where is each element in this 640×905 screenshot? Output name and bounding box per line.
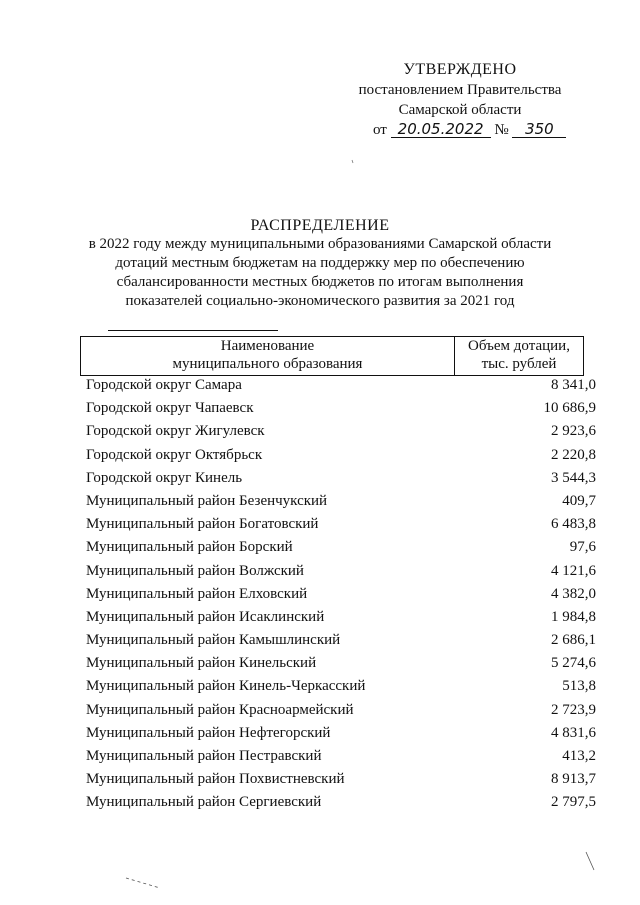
table-row <box>86 420 596 443</box>
row-value: 97,6 <box>569 539 596 556</box>
row-name: Городской округ Чапаевск <box>86 400 254 417</box>
row-value: 3 544,3 <box>551 469 596 486</box>
row-value: 8 913,7 <box>551 771 596 788</box>
row-name: Городской округ Жигулевск <box>86 423 265 440</box>
table-row <box>86 397 596 420</box>
row-name: Муниципальный район Кинель-Черкасский <box>86 678 366 695</box>
approval-heading: УТВЕРЖДЕНО <box>403 61 517 78</box>
row-name: Муниципальный район Безенчукский <box>86 492 328 509</box>
number-sign: № <box>494 122 509 138</box>
row-value: 409,7 <box>562 492 596 509</box>
header-name-cell <box>81 337 455 375</box>
row-name: Муниципальный район Нефтегорский <box>86 724 331 741</box>
table-row <box>86 675 596 698</box>
header-name-line-1: Наименование <box>220 338 315 354</box>
row-value: 2 220,8 <box>551 446 596 463</box>
row-value: 2 723,9 <box>551 701 596 718</box>
row-name: Муниципальный район Елховский <box>86 585 308 602</box>
table-row <box>86 560 596 583</box>
approval-line-2: Самарской области <box>398 102 522 118</box>
row-value: 2 797,5 <box>551 794 596 811</box>
title-line-1: в 2022 году между муниципальными образованиями Самарской области <box>88 236 552 252</box>
approval-line-1: постановлением Правительства <box>358 82 562 98</box>
row-name: Муниципальный район Исаклинский <box>86 608 325 625</box>
row-value: 513,8 <box>562 678 596 695</box>
row-name: Муниципальный район Волжский <box>86 562 304 579</box>
table-row <box>86 699 596 722</box>
date-prefix: от <box>373 122 387 138</box>
row-value: 10 686,9 <box>543 400 596 417</box>
table-row <box>86 536 596 559</box>
table-row <box>86 745 596 768</box>
header-value-line-2: тыс. рублей <box>481 356 557 372</box>
table-row <box>86 606 596 629</box>
table-header <box>80 336 584 376</box>
table-row <box>86 722 596 745</box>
document-title <box>60 216 580 311</box>
table-row <box>86 374 596 397</box>
table-row <box>86 629 596 652</box>
approval-date-line <box>340 120 580 140</box>
title-line-4: показателей социально-экономического развития за 2021 год <box>125 293 515 309</box>
row-name: Муниципальный район Камышлинский <box>86 632 341 649</box>
row-value: 8 341,0 <box>551 377 596 393</box>
row-name: Муниципальный район Кинельский <box>86 655 317 672</box>
header-value-line-1: Объем дотации, <box>468 338 570 354</box>
row-value: 1 984,8 <box>551 608 596 625</box>
approval-stamp <box>340 60 580 140</box>
row-value: 4 121,6 <box>551 562 596 579</box>
scan-mark <box>352 160 353 163</box>
row-name: Муниципальный район Богатовский <box>86 516 319 533</box>
table-row <box>86 513 596 536</box>
title-heading: РАСПРЕДЕЛЕНИЕ <box>250 217 390 234</box>
row-value: 413,2 <box>562 748 596 764</box>
row-value: 2 686,1 <box>551 632 596 649</box>
scan-mark <box>126 878 160 888</box>
approval-date: 20.05.2022 <box>391 121 491 138</box>
table-row <box>86 444 596 467</box>
table-row <box>86 791 596 814</box>
row-name: Муниципальный район Борский <box>86 539 293 556</box>
row-value: 6 483,8 <box>551 516 596 533</box>
table-body <box>86 374 596 815</box>
row-name: Городской округ Кинель <box>86 469 243 486</box>
row-name: Городской округ Самара <box>86 377 242 393</box>
table-row <box>86 768 596 791</box>
row-value: 4 831,6 <box>551 724 596 741</box>
table-row <box>86 583 596 606</box>
row-name: Городской округ Октябрьск <box>86 446 263 463</box>
approval-number: 350 <box>512 121 566 138</box>
table-row <box>86 467 596 490</box>
table-row <box>86 652 596 675</box>
row-name: Муниципальный район Похвистневский <box>86 771 345 788</box>
scan-mark <box>586 852 594 870</box>
row-value: 2 923,6 <box>551 423 596 440</box>
header-name-line-2: муниципального образования <box>172 356 363 372</box>
row-value: 4 382,0 <box>551 585 596 602</box>
header-value-cell <box>455 337 583 375</box>
row-name: Муниципальный район Сергиевский <box>86 794 322 811</box>
row-name: Муниципальный район Пестравский <box>86 748 322 764</box>
title-line-2: дотаций местным бюджетам на поддержку мер по обеспечению <box>115 255 525 271</box>
table-row <box>86 490 596 513</box>
row-value: 5 274,6 <box>551 655 596 672</box>
divider <box>108 330 278 331</box>
title-line-3: сбалансированности местных бюджетов по итогам выполнения <box>116 274 524 290</box>
row-name: Муниципальный район Красноармейский <box>86 701 354 718</box>
